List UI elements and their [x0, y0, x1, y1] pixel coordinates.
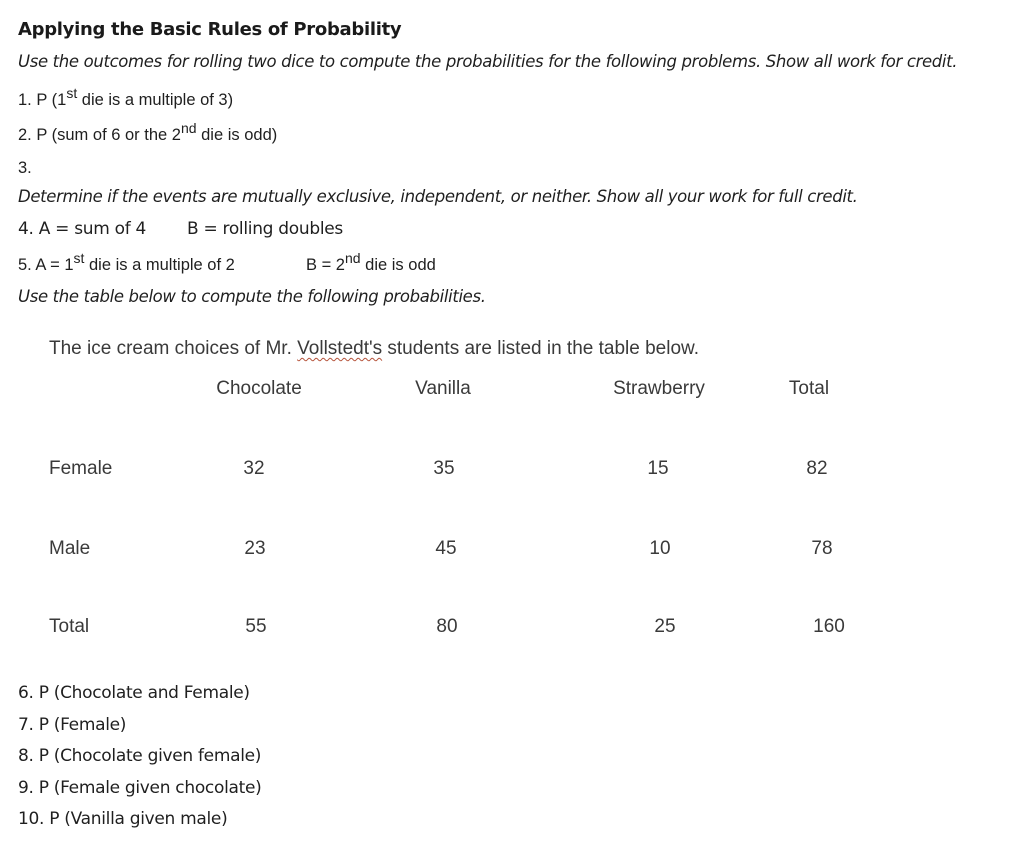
cell-male-strawberry: 10 — [649, 538, 671, 559]
question-1-suffix: die is a multiple of 3) — [77, 91, 234, 109]
question-8: 8. P (Chocolate given female) — [18, 746, 262, 766]
cell-total-total: 160 — [813, 616, 845, 637]
cell-male-vanilla: 45 — [435, 538, 457, 559]
cell-male-chocolate: 23 — [244, 538, 266, 559]
row-label-male: Male — [49, 538, 91, 559]
dice-instruction: Use the outcomes for rolling two dice to compute the probabilities for the following problems. Show all work for credit. — [18, 52, 958, 71]
question-9: 9. P (Female given chocolate) — [18, 778, 262, 798]
events-instruction: Determine if the events are mutually exclusive, independent, or neither. Show all your work for full credit. — [18, 187, 858, 206]
question-5-event-b — [306, 250, 436, 275]
question-7: 7. P (Female) — [18, 715, 127, 735]
spellcheck-name: Vollstedt's — [297, 338, 383, 359]
question-10: 10. P (Vanilla given male) — [18, 809, 228, 829]
cell-total-strawberry: 25 — [654, 616, 676, 637]
question-5a-prefix: 5. A = 1 — [18, 256, 74, 274]
table-caption — [49, 338, 699, 360]
question-6: 6. P (Chocolate and Female) — [18, 683, 250, 703]
cell-female-vanilla: 35 — [433, 458, 455, 479]
question-2-superscript: nd — [180, 120, 197, 136]
question-2-prefix: 2. P (sum of 6 or the 2 — [18, 126, 181, 144]
question-2 — [18, 120, 278, 145]
table-instruction: Use the table below to compute the following probabilities. — [18, 287, 486, 306]
question-5b-prefix: B = 2 — [306, 256, 345, 274]
cell-female-total: 82 — [806, 458, 828, 479]
question-1-prefix: 1. P (1 — [18, 91, 67, 109]
question-5a-superscript: st — [73, 250, 85, 266]
header-vanilla: Vanilla — [415, 378, 471, 399]
cell-male-total: 78 — [811, 538, 833, 559]
question-5-event-a — [18, 250, 235, 275]
cell-total-chocolate: 55 — [245, 616, 267, 637]
question-2-suffix: die is odd) — [196, 126, 278, 144]
row-label-female: Female — [49, 458, 113, 479]
caption-prefix: The ice cream choices of Mr. — [49, 338, 298, 359]
question-1 — [18, 85, 234, 110]
question-1-superscript: st — [66, 85, 78, 101]
row-label-total: Total — [49, 616, 90, 637]
question-5a-suffix: die is a multiple of 2 — [84, 256, 235, 274]
question-5b-suffix: die is odd — [360, 256, 436, 274]
header-strawberry: Strawberry — [613, 378, 705, 399]
cell-total-vanilla: 80 — [436, 616, 458, 637]
worksheet-title: Applying the Basic Rules of Probability — [18, 19, 402, 40]
question-5b-superscript: nd — [345, 250, 361, 266]
cell-female-chocolate: 32 — [243, 458, 265, 479]
question-4-event-a: 4. A = sum of 4 — [18, 219, 147, 239]
header-total: Total — [788, 378, 830, 399]
header-chocolate: Chocolate — [216, 378, 302, 399]
caption-suffix: students are listed in the table below. — [382, 338, 699, 359]
question-4-event-b: B = rolling doubles — [187, 219, 343, 239]
cell-female-strawberry: 15 — [647, 458, 669, 479]
question-3: 3. — [18, 159, 32, 177]
